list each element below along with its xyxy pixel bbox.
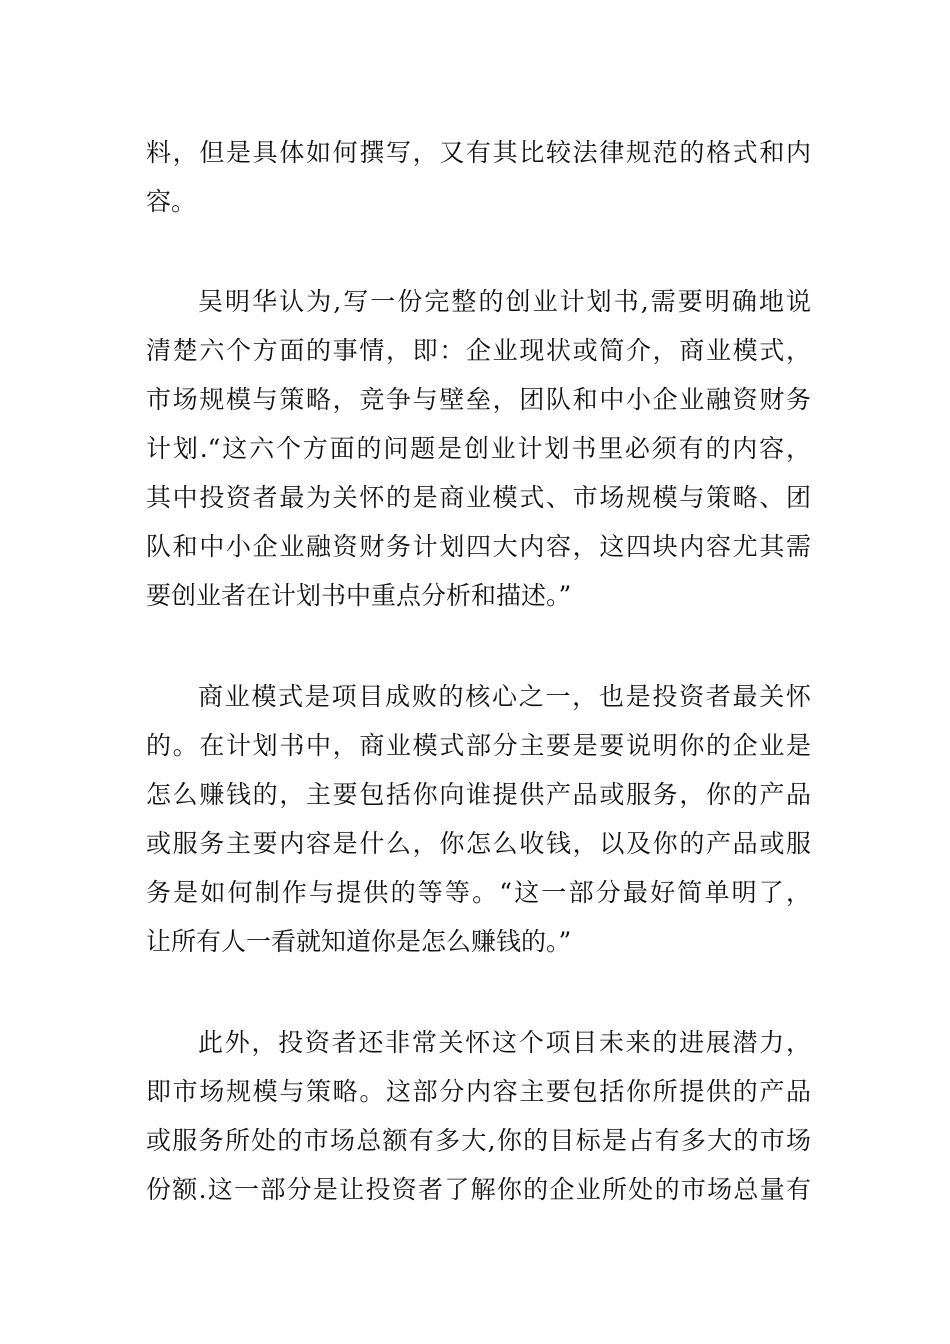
text-line: 的。在计划书中，商业模式部分主要是要说明你的企业是 <box>146 731 811 760</box>
text-line: 清楚六个方面的事情，即：企业现状或简介，商业模式， <box>146 336 811 365</box>
text-line: 怎么赚钱的，主要包括你向谁提供产品或服务，你的产品 <box>146 780 811 809</box>
text-line: 要创业者在计划书中重点分析和描述。” <box>146 581 572 610</box>
text-line: 份额.这一部分是让投资者了解你的企业所处的市场总量有 <box>146 1175 811 1204</box>
text-line: 即市场规模与策略。这部分内容主要包括你所提供的产品 <box>146 1077 811 1106</box>
paragraph-1 <box>146 128 811 226</box>
paragraph-2 <box>146 277 811 620</box>
text-line: 务是如何制作与提供的等等。“这一部分最好简单明了， <box>146 878 811 907</box>
text-line: 吴明华认为,写一份完整的创业计划书,需要明确地说 <box>198 287 811 316</box>
text-line: 容。 <box>146 187 197 216</box>
text-line: 或服务所处的市场总额有多大,你的目标是占有多大的市场 <box>146 1126 811 1155</box>
text-line: 商业模式是项目成败的核心之一，也是投资者最关怀 <box>198 682 811 711</box>
text-line: 让所有人一看就知道你是怎么赚钱的。” <box>146 927 572 956</box>
text-line: 市场规模与策略，竞争与壁垒，团队和中小企业融资财务 <box>146 385 811 414</box>
text-line: 队和中小企业融资财务计划四大内容，这四块内容尤其需 <box>146 532 811 561</box>
text-line: 其中投资者最为关怀的是商业模式、市场规模与策略、团 <box>146 483 811 512</box>
paragraph-3 <box>146 672 811 966</box>
text-line: 或服务主要内容是什么，你怎么收钱，以及你的产品或服 <box>146 829 811 858</box>
paragraph-4 <box>146 1018 811 1214</box>
text-line: 计划.“这六个方面的问题是创业计划书里必须有的内容， <box>146 434 811 463</box>
text-line: 料，但是具体如何撰写，又有其比较法律规范的格式和内 <box>146 138 811 167</box>
text-line: 此外，投资者还非常关怀这个项目未来的进展潜力， <box>198 1028 811 1057</box>
